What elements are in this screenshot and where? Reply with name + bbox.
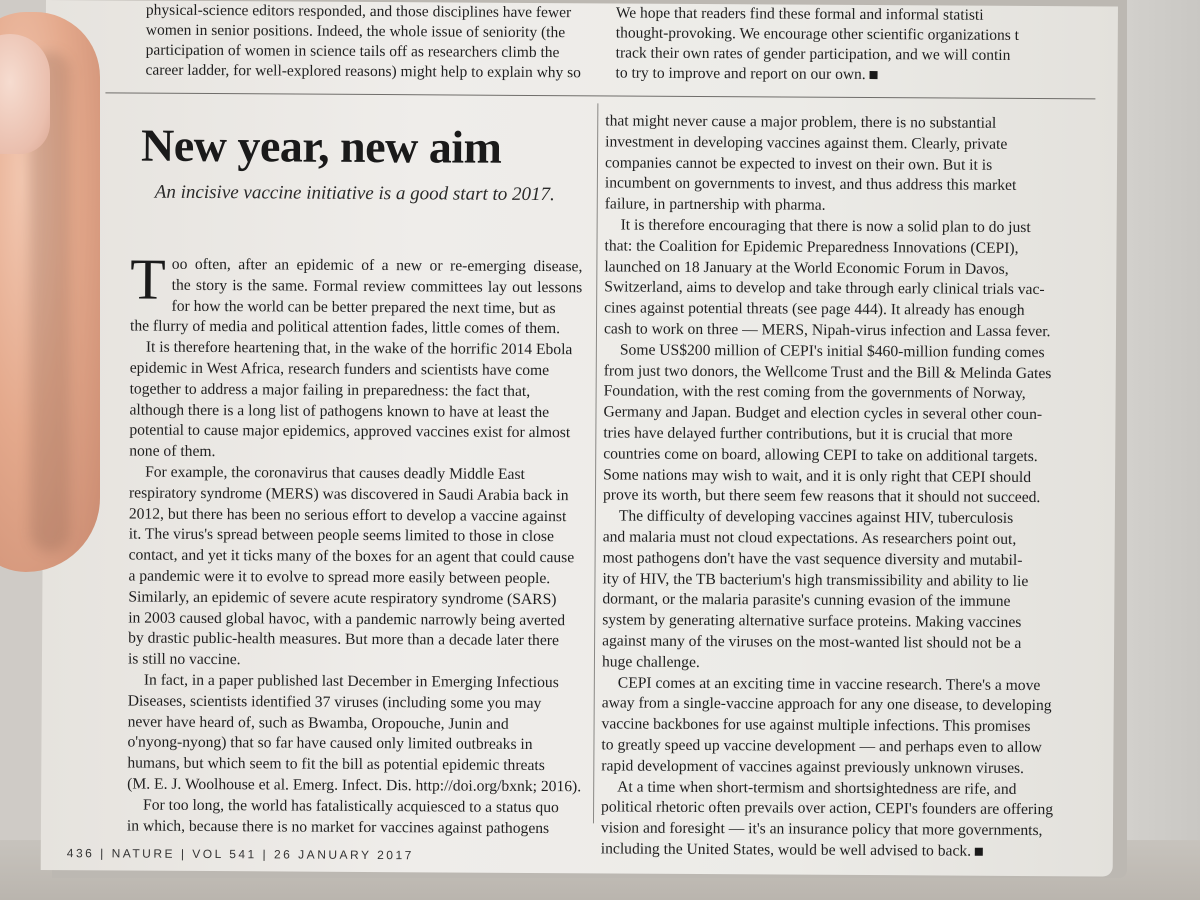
article-headline: New year, new aim (140, 119, 502, 173)
text-line: 2012, but there has been no serious effort to develop a vaccine against (128, 505, 567, 525)
article-standfirst: An incisive vaccine initiative is a good start to 2017. (154, 181, 555, 206)
text-line: The difficulty of developing vaccines against HIV, tuberculosis (618, 507, 1014, 528)
text-line: including the United States, would be well advised to back. (601, 839, 1071, 863)
text-line: to try to improve and report on our own. (616, 63, 1046, 86)
text-line: failure, in partnership with pharma. (604, 195, 826, 214)
article-right-column (601, 111, 1076, 863)
text-line: At a time when short-termism and shortsightedness are rife, and (617, 778, 1017, 798)
text-line: tries have delayed further contributions, but it is crucial that more (603, 424, 1013, 444)
text-line: although there is a long list of pathogens known to have at least the (129, 401, 550, 421)
text-line: cash to work on three — MERS, Nipah-virus infection and Lassa fever. (603, 320, 1051, 341)
previous-article-ending (45, 0, 1118, 99)
text-line: It is therefore heartening that, in the wake of the horrific 2014 Ebola (145, 338, 573, 359)
text-line: participation of women in science tails off as researchers climb the (145, 41, 560, 62)
drop-cap: T (130, 246, 166, 312)
text-line: contact, and yet it ticks many of the boxes for an agent that could cause (128, 546, 575, 567)
text-line: most pathogens don't have the vast sequence diversity and mutabil- (602, 549, 1023, 569)
text-line: ity of HIV, the TB bacterium's high transmissibility and ability to lie (602, 569, 1029, 590)
previous-article-left-column (146, 1, 601, 84)
text-line: rapid development of vaccines against previously unknown viruses. (601, 757, 1025, 777)
text-line: that: the Coalition for Epidemic Preparedness Innovations (CEPI), (604, 237, 1019, 257)
text-line: never have heard of, such as Bwamba, Oropouche, Junin and (127, 713, 509, 733)
text-line: vaccine backbones for use against multiple infections. This promises (601, 715, 1031, 736)
end-of-article-mark (870, 71, 878, 79)
column-divider (593, 103, 598, 823)
text-line: For example, the coronavirus that causes deadly Middle East (145, 463, 525, 483)
text-line: humans, but which seem to fit the bill as potential epidemic threats (127, 754, 545, 775)
text-line: from just two donors, the Wellcome Trust and the Bill & Melinda Gates (603, 361, 1052, 382)
text-line: Foundation, with the rest coming from the governments of Norway, (603, 382, 1026, 403)
end-of-article-mark (975, 848, 983, 856)
text-line: against many of the viruses on the most-wanted list should not be a (602, 632, 1022, 652)
text-line: none of them. (129, 442, 216, 461)
text-line: o'nyong-nyong) that so far have caused only limited outbreaks in (127, 733, 533, 754)
text-line: in which, because there is no market for vaccines against pathogens (126, 817, 550, 837)
text-line: is still no vaccine. (127, 650, 241, 669)
text-line: It is therefore encouraging that there is now a solid plan to do just (620, 216, 1031, 237)
text-line: epidemic in West Africa, research funders and scientists have come (129, 359, 550, 380)
text-line: political rhetoric often prevails over action, CEPI's founders are offering (601, 798, 1054, 819)
text-line: respiratory syndrome (MERS) was discovered in Saudi Arabia back in (128, 484, 569, 504)
text-line: career ladder, for well-explored reasons) might help to explain why so (145, 61, 582, 82)
text-line: Similarly, an epidemic of severe acute respiratory syndrome (SARS) (128, 588, 557, 608)
magazine-page (41, 0, 1118, 877)
text-line: the story is the same. Formal review committees lay out lessons (171, 276, 583, 297)
text-line: launched on 18 January at the World Economic Forum in Davos, (604, 257, 1009, 278)
text-line: Diseases, scientists identified 37 viruses (including some you may (127, 692, 542, 712)
text-line: together to address a major failing in preparedness: the fact that, (129, 380, 531, 400)
text-line: away from a single-vaccine approach for any one disease, to developing (601, 694, 1052, 715)
page-folio: 436 | NATURE | VOL 541 | 26 JANUARY 2017 (66, 846, 414, 863)
text-line: in 2003 caused global havoc, with a pandemic narrowly being averted (128, 609, 566, 629)
text-line: thought-provoking. We encourage other scientific organizations t (615, 24, 1020, 44)
previous-article-right-column (616, 3, 1046, 86)
text-line: for how the world can be better prepared the next time, but as (171, 297, 556, 317)
text-line: the flurry of media and political attention fades, little comes of them. (129, 317, 561, 338)
text-line: Some nations may wish to wait, and it is only right that CEPI should (603, 465, 1032, 486)
text-line: Germany and Japan. Budget and election cycles in several other coun- (603, 403, 1043, 424)
text-line: companies cannot be expected to invest on their own. But it is (604, 154, 993, 174)
text-line: (M. E. J. Woolhouse et al. Emerg. Infect. Dis. http://doi.org/bxnk; 2016). (127, 775, 582, 796)
text-line: Switzerland, aims to develop and take through early clinical trials vac- (604, 278, 1045, 299)
text-line: CEPI comes at an exciting time in vaccine research. There's a move (617, 674, 1041, 694)
text-line: physical-science editors responded, and those disciplines have fewer (145, 1, 572, 22)
article-left-column (126, 246, 583, 840)
text-line: For too long, the world has fatalistically acquiesced to a status quo (143, 796, 559, 816)
thumbnail (0, 34, 50, 154)
text-line: it. The virus's spread between people seems limited to those in close (128, 525, 554, 546)
text-line: track their own rates of gender participation, and we will contin (615, 44, 1011, 64)
text-line: to greatly speed up vaccine development — and perhaps even to allow (601, 736, 1042, 757)
text-line: huge challenge. (601, 653, 700, 671)
text-line: dormant, or the malaria parasite's cunning evasion of the immune (602, 590, 1011, 611)
text-line: system by generating alternative surface proteins. Making vaccines (602, 611, 1022, 632)
text-line: by drastic public-health measures. But more than a decade later there (128, 629, 559, 650)
text-line: oo often, after an epidemic of a new or re-emerging disease, (171, 255, 583, 276)
text-line: potential to cause major epidemics, approved vaccines exist for almost (129, 421, 571, 442)
text-line: a pandemic were it to evolve to spread more easily between people. (128, 567, 551, 588)
text-line: In fact, in a paper published last December in Emerging Infectious (143, 671, 559, 692)
text-line: We hope that readers find these formal and informal statisti (615, 4, 984, 24)
text-line: women in senior positions. Indeed, the whole issue of seniority (the (145, 21, 566, 42)
text-line: and malaria must not cloud expectations. As researchers point out, (602, 528, 1017, 548)
text-line: vision and foresight — it's an insurance policy that more governments, (600, 819, 1043, 840)
text-line: prove its worth, but there seem few reasons that it should not succeed. (602, 486, 1041, 507)
text-line: incumbent on governments to invest, and thus address this market (604, 174, 1017, 195)
text-line: cines against potential threats (see page 444). It already has enough (604, 299, 1025, 320)
hand-holding-page (0, 12, 100, 572)
text-line: Some US$200 million of CEPI's initial $460-million funding comes (619, 341, 1045, 361)
text-line: that might never cause a major problem, there is no substantial (605, 112, 997, 132)
text-line: investment in developing vaccines against them. Clearly, private (605, 133, 1008, 153)
text-line: countries come on board, allowing CEPI to take on additional targets. (603, 445, 1038, 465)
